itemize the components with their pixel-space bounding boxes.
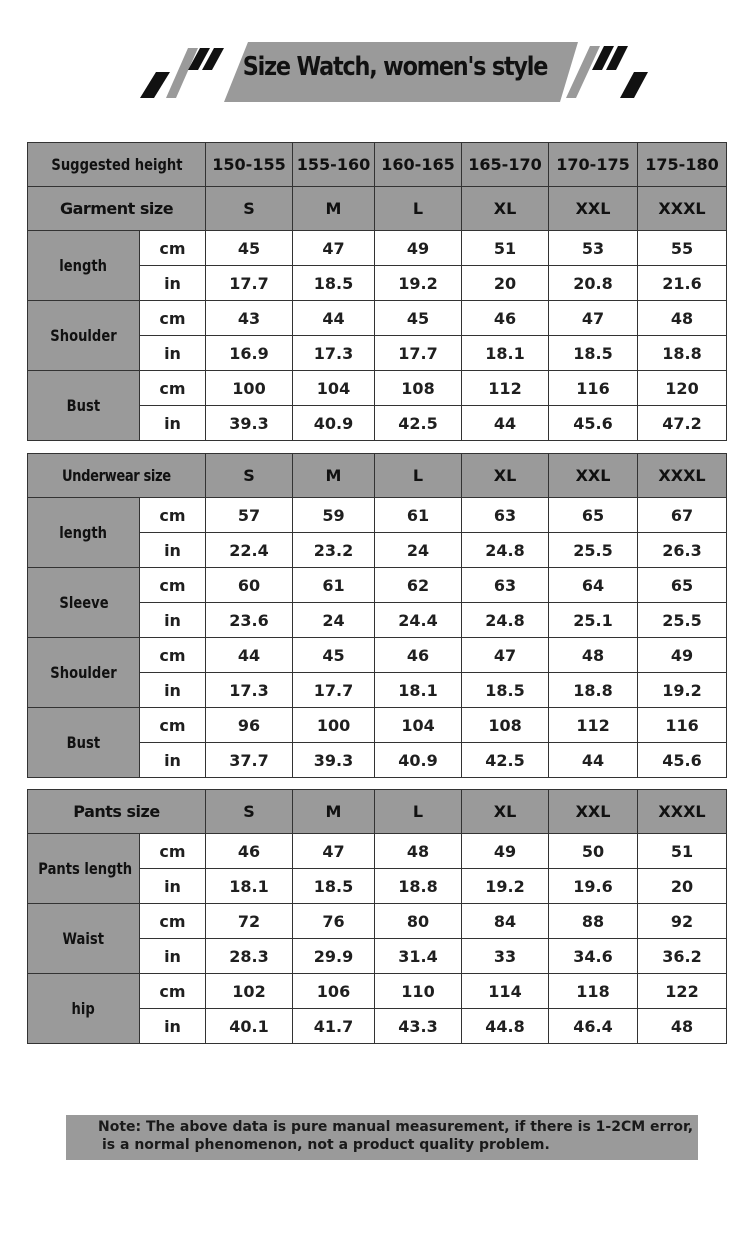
measurement-label: Sleeve [28,568,140,638]
value-cell: 46 [206,834,293,869]
value-cell: 51 [462,231,549,266]
value-cell: 34.6 [549,939,638,974]
value-cell: 16.9 [206,336,293,371]
underwear-rows [28,498,727,778]
size-header: M [293,187,375,231]
unit-label: in [140,533,206,568]
size-header: S [206,454,293,498]
value-cell: 80 [375,904,462,939]
value-cell: 18.8 [375,869,462,904]
value-cell: 114 [462,974,549,1009]
title-banner [140,40,650,102]
value-cell: 92 [638,904,727,939]
value-cell: 19.2 [638,673,727,708]
value-cell: 26.3 [638,533,727,568]
value-cell: 18.5 [293,869,375,904]
height-cell: 160-165 [375,143,462,187]
value-cell: 55 [638,231,727,266]
value-cell: 33 [462,939,549,974]
value-cell: 19.2 [462,869,549,904]
unit-label: cm [140,568,206,603]
value-cell: 42.5 [375,406,462,441]
size-header: XL [462,790,549,834]
value-cell: 24 [293,603,375,638]
value-cell: 96 [206,708,293,743]
value-cell: 104 [375,708,462,743]
unit-label: cm [140,231,206,266]
value-cell: 53 [549,231,638,266]
value-cell: 108 [375,371,462,406]
value-cell: 18.5 [462,673,549,708]
value-cell: 116 [549,371,638,406]
value-cell: 44 [293,301,375,336]
unit-label: in [140,406,206,441]
unit-label: in [140,336,206,371]
value-cell: 29.9 [293,939,375,974]
value-cell: 65 [638,568,727,603]
measurement-label: Bust [28,371,140,441]
height-cell: 165-170 [462,143,549,187]
value-cell: 67 [638,498,727,533]
value-cell: 47 [549,301,638,336]
unit-label: cm [140,708,206,743]
unit-label: in [140,603,206,638]
unit-label: in [140,1009,206,1044]
size-header: XL [462,454,549,498]
size-header: XXL [549,454,638,498]
value-cell: 39.3 [206,406,293,441]
table-row [28,638,727,673]
value-cell: 72 [206,904,293,939]
value-cell: 36.2 [638,939,727,974]
value-cell: 24.8 [462,533,549,568]
value-cell: 46 [462,301,549,336]
page-title: Size Watch, women's style [242,52,548,82]
measurement-label: length [28,231,140,301]
measurement-label: Bust [28,708,140,778]
size-header: L [375,790,462,834]
note-line: Note: The above data is pure manual measurement, if there is 1-2CM error, [98,1119,694,1135]
value-cell: 122 [638,974,727,1009]
size-header-row [28,454,727,498]
value-cell: 47 [462,638,549,673]
height-cell: 175-180 [638,143,727,187]
size-header: S [206,790,293,834]
value-cell: 45.6 [549,406,638,441]
value-cell: 51 [638,834,727,869]
value-cell: 116 [638,708,727,743]
value-cell: 120 [638,371,727,406]
value-cell: 88 [549,904,638,939]
value-cell: 23.2 [293,533,375,568]
unit-label: in [140,266,206,301]
table-row [28,568,727,603]
size-header: XXL [549,187,638,231]
value-cell: 22.4 [206,533,293,568]
value-cell: 37.7 [206,743,293,778]
value-cell: 41.7 [293,1009,375,1044]
value-cell: 40.9 [293,406,375,441]
value-cell: 40.1 [206,1009,293,1044]
value-cell: 24.8 [462,603,549,638]
value-cell: 18.1 [206,869,293,904]
unit-label: cm [140,301,206,336]
value-cell: 20 [462,266,549,301]
table-row [28,371,727,406]
value-cell: 18.8 [549,673,638,708]
value-cell: 43.3 [375,1009,462,1044]
measurement-label: length [28,498,140,568]
unit-label: cm [140,974,206,1009]
value-cell: 18.1 [462,336,549,371]
value-cell: 18.5 [293,266,375,301]
value-cell: 48 [549,638,638,673]
value-cell: 17.3 [206,673,293,708]
unit-label: cm [140,498,206,533]
value-cell: 46 [375,638,462,673]
value-cell: 63 [462,568,549,603]
slash-mark [140,72,170,98]
unit-label: cm [140,371,206,406]
value-cell: 49 [462,834,549,869]
size-header-row [28,187,727,231]
value-cell: 46.4 [549,1009,638,1044]
value-cell: 19.2 [375,266,462,301]
size-header: M [293,790,375,834]
table-row [28,904,727,939]
value-cell: 18.1 [375,673,462,708]
pants-size-table [27,789,727,1044]
value-cell: 17.7 [293,673,375,708]
value-cell: 61 [293,568,375,603]
value-cell: 24.4 [375,603,462,638]
garment-size-label: Garment size [28,187,206,231]
value-cell: 42.5 [462,743,549,778]
value-cell: 118 [549,974,638,1009]
value-cell: 48 [638,301,727,336]
table-row [28,974,727,1009]
unit-label: in [140,869,206,904]
suggested-height-label: Suggested height [28,143,206,187]
table-row [28,231,727,266]
value-cell: 84 [462,904,549,939]
garment-size-table [27,142,727,441]
value-cell: 25.5 [638,603,727,638]
value-cell: 102 [206,974,293,1009]
value-cell: 112 [462,371,549,406]
value-cell: 104 [293,371,375,406]
slash-mark [620,72,648,98]
garment-rows [28,231,727,441]
note-line: is a normal phenomenon, not a product quality problem. [102,1137,550,1153]
measurement-label: Shoulder [28,301,140,371]
value-cell: 40.9 [375,743,462,778]
table-row [28,301,727,336]
size-header: L [375,454,462,498]
value-cell: 48 [638,1009,727,1044]
size-header: S [206,187,293,231]
pants-rows [28,834,727,1044]
value-cell: 17.7 [375,336,462,371]
value-cell: 47.2 [638,406,727,441]
value-cell: 18.5 [549,336,638,371]
note-box [66,1115,698,1160]
value-cell: 44 [462,406,549,441]
value-cell: 31.4 [375,939,462,974]
value-cell: 24 [375,533,462,568]
table-row [28,834,727,869]
value-cell: 106 [293,974,375,1009]
size-header: M [293,454,375,498]
value-cell: 44 [549,743,638,778]
value-cell: 108 [462,708,549,743]
value-cell: 44 [206,638,293,673]
value-cell: 47 [293,834,375,869]
unit-label: cm [140,638,206,673]
measurement-label: Pants length [28,834,140,904]
value-cell: 45 [206,231,293,266]
size-header: XXL [549,790,638,834]
value-cell: 21.6 [638,266,727,301]
value-cell: 62 [375,568,462,603]
value-cell: 60 [206,568,293,603]
value-cell: 61 [375,498,462,533]
value-cell: 28.3 [206,939,293,974]
underwear-size-label: Underwear size [28,454,206,498]
value-cell: 44.8 [462,1009,549,1044]
unit-label: cm [140,834,206,869]
value-cell: 45 [375,301,462,336]
value-cell: 17.7 [206,266,293,301]
size-header: XXXL [638,187,727,231]
pants-size-label: Pants size [28,790,206,834]
value-cell: 100 [293,708,375,743]
size-header: XXXL [638,454,727,498]
value-cell: 65 [549,498,638,533]
value-cell: 25.1 [549,603,638,638]
height-row [28,143,727,187]
unit-label: cm [140,904,206,939]
value-cell: 45.6 [638,743,727,778]
size-header: L [375,187,462,231]
value-cell: 49 [638,638,727,673]
value-cell: 20.8 [549,266,638,301]
value-cell: 112 [549,708,638,743]
value-cell: 48 [375,834,462,869]
value-cell: 39.3 [293,743,375,778]
table-row [28,708,727,743]
size-header: XXXL [638,790,727,834]
value-cell: 19.6 [549,869,638,904]
value-cell: 20 [638,869,727,904]
measurement-label: Shoulder [28,638,140,708]
size-header-row [28,790,727,834]
value-cell: 50 [549,834,638,869]
value-cell: 45 [293,638,375,673]
value-cell: 49 [375,231,462,266]
value-cell: 63 [462,498,549,533]
size-header: XL [462,187,549,231]
measurement-label: hip [28,974,140,1044]
value-cell: 59 [293,498,375,533]
unit-label: in [140,939,206,974]
value-cell: 25.5 [549,533,638,568]
value-cell: 43 [206,301,293,336]
underwear-size-table [27,453,727,778]
unit-label: in [140,673,206,708]
height-cell: 150-155 [206,143,293,187]
table-row [28,498,727,533]
measurement-label: Waist [28,904,140,974]
unit-label: in [140,743,206,778]
value-cell: 23.6 [206,603,293,638]
value-cell: 57 [206,498,293,533]
value-cell: 110 [375,974,462,1009]
value-cell: 18.8 [638,336,727,371]
value-cell: 64 [549,568,638,603]
height-cell: 155-160 [293,143,375,187]
value-cell: 76 [293,904,375,939]
height-cell: 170-175 [549,143,638,187]
value-cell: 47 [293,231,375,266]
value-cell: 100 [206,371,293,406]
value-cell: 17.3 [293,336,375,371]
